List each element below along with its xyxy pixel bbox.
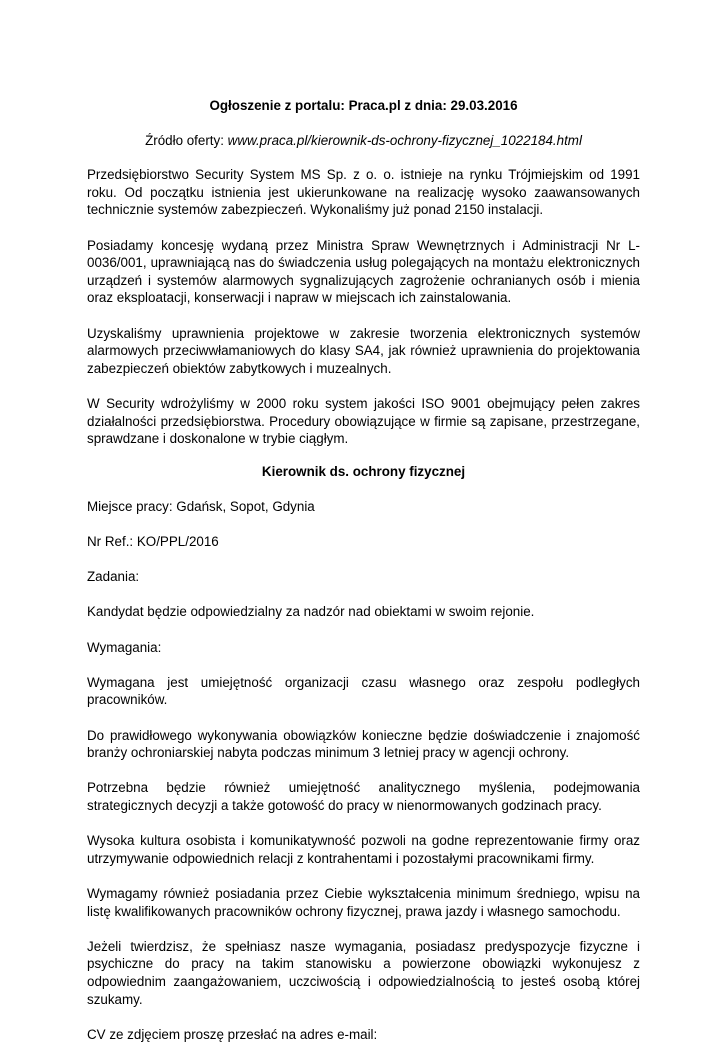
intro-paragraph-2: Posiadamy koncesję wydaną przez Ministra Spraw Wewnętrznych i Administracji Nr L-0036/001, uprawniającą nas do świadczenia usług polegających na montażu elektronicznych urządzeń i systemów alarmowych sygnalizujących zagrożenie ochranianych osób i mienia oraz eksploatacji, konserwacji i napraw w miejscach ich zainstalowania. <box>87 237 640 306</box>
tasks-label: Zadania: <box>87 569 140 585</box>
requirement-2: Do prawidłowego wykonywania obowiązków konieczne będzie doświadczenie i znajomość branży ochroniarskiej nabyta podczas minimum 3 letniej pracy w agencji ochrony. <box>87 727 640 761</box>
requirement-5: Wymagamy również posiadania przez Ciebie wykształcenia minimum średniego, wpisu na listę kwalifikowanych pracowników ochrony fizycznej, prawa jazdy i własnego samochodu. <box>87 885 640 919</box>
requirement-4: Wysoka kultura osobista i komunikatywność pozwoli na godne reprezentowanie firmy oraz utrzymywanie odpowiednich relacji z kontrahentami i pozostałymi pracownikami firmy. <box>87 833 640 866</box>
source-line <box>87 132 640 150</box>
cv-instruction: CV ze zdjęciem proszę przesłać na adres e-mail: <box>87 1026 378 1042</box>
job-reference: Nr Ref.: KO/PPL/2016 <box>87 534 219 550</box>
requirement-1: Wymagana jest umiejętność organizacji czasu własnego oraz zespołu podległych pracowników. <box>87 674 640 708</box>
document-heading: Ogłoszenie z portalu: Praca.pl z dnia: 29.03.2016 <box>209 98 518 113</box>
requirement-3: Potrzebna będzie również umiejętność analitycznego myślenia, podejmowania strategicznych decyzji a także gotowość do pracy w nienormowanych godzinach pracy. <box>87 780 640 813</box>
job-title: Kierownik ds. ochrony fizycznej <box>261 463 466 479</box>
task-description: Kandydat będzie odpowiedzialny za nadzór nad obiektami w swoim rejonie. <box>87 604 535 620</box>
intro-paragraph-4: W Security wdrożyliśmy w 2000 roku system jakości ISO 9001 obejmujący pełen zakres działalności przedsiębiorstwa. Procedury obowiązujące w firmie są zapisane, przestrzegane, sprawdzane i doskonalone w trybie ciągłym. <box>87 395 640 447</box>
source-label: Źródło oferty: <box>145 132 228 148</box>
document-page <box>87 97 640 1043</box>
intro-paragraph-1: Przedsiębiorstwo Security System MS Sp. z o. o. istnieje na rynku Trójmiejskim od 1991 roku. Od początku istnienia jest ukierunkowane na realizację wysoko zaawansowanych technicznie systemów zabezpieczeń. Wykonaliśmy już ponad 2150 instalacji. <box>87 167 640 218</box>
requirements-label: Wymagania: <box>87 639 162 655</box>
requirement-6: Jeżeli twierdzisz, że spełniasz nasze wymagania, posiadasz predyspozycje fizyczne i psychiczne do pracy na takim stanowisku a powierzone obowiązki wykonujesz z odpowiednim zaangażowaniem, uczciwością i odpowiedzialnością to jesteś osobą której szukamy. <box>87 938 640 1007</box>
job-location: Miejsce pracy: Gdańsk, Sopot, Gdynia <box>87 498 315 514</box>
source-url[interactable]: www.praca.pl/kierownik-ds-ochrony-fizycznej_1022184.html <box>227 132 582 148</box>
intro-paragraph-3: Uzyskaliśmy uprawnienia projektowe w zakresie tworzenia elektronicznych systemów alarmowych przeciwwłamaniowych do klasy SA4, jak również uprawnienia do projektowania zabezpieczeń obiektów zabytkowych i muzealnych. <box>87 325 640 376</box>
